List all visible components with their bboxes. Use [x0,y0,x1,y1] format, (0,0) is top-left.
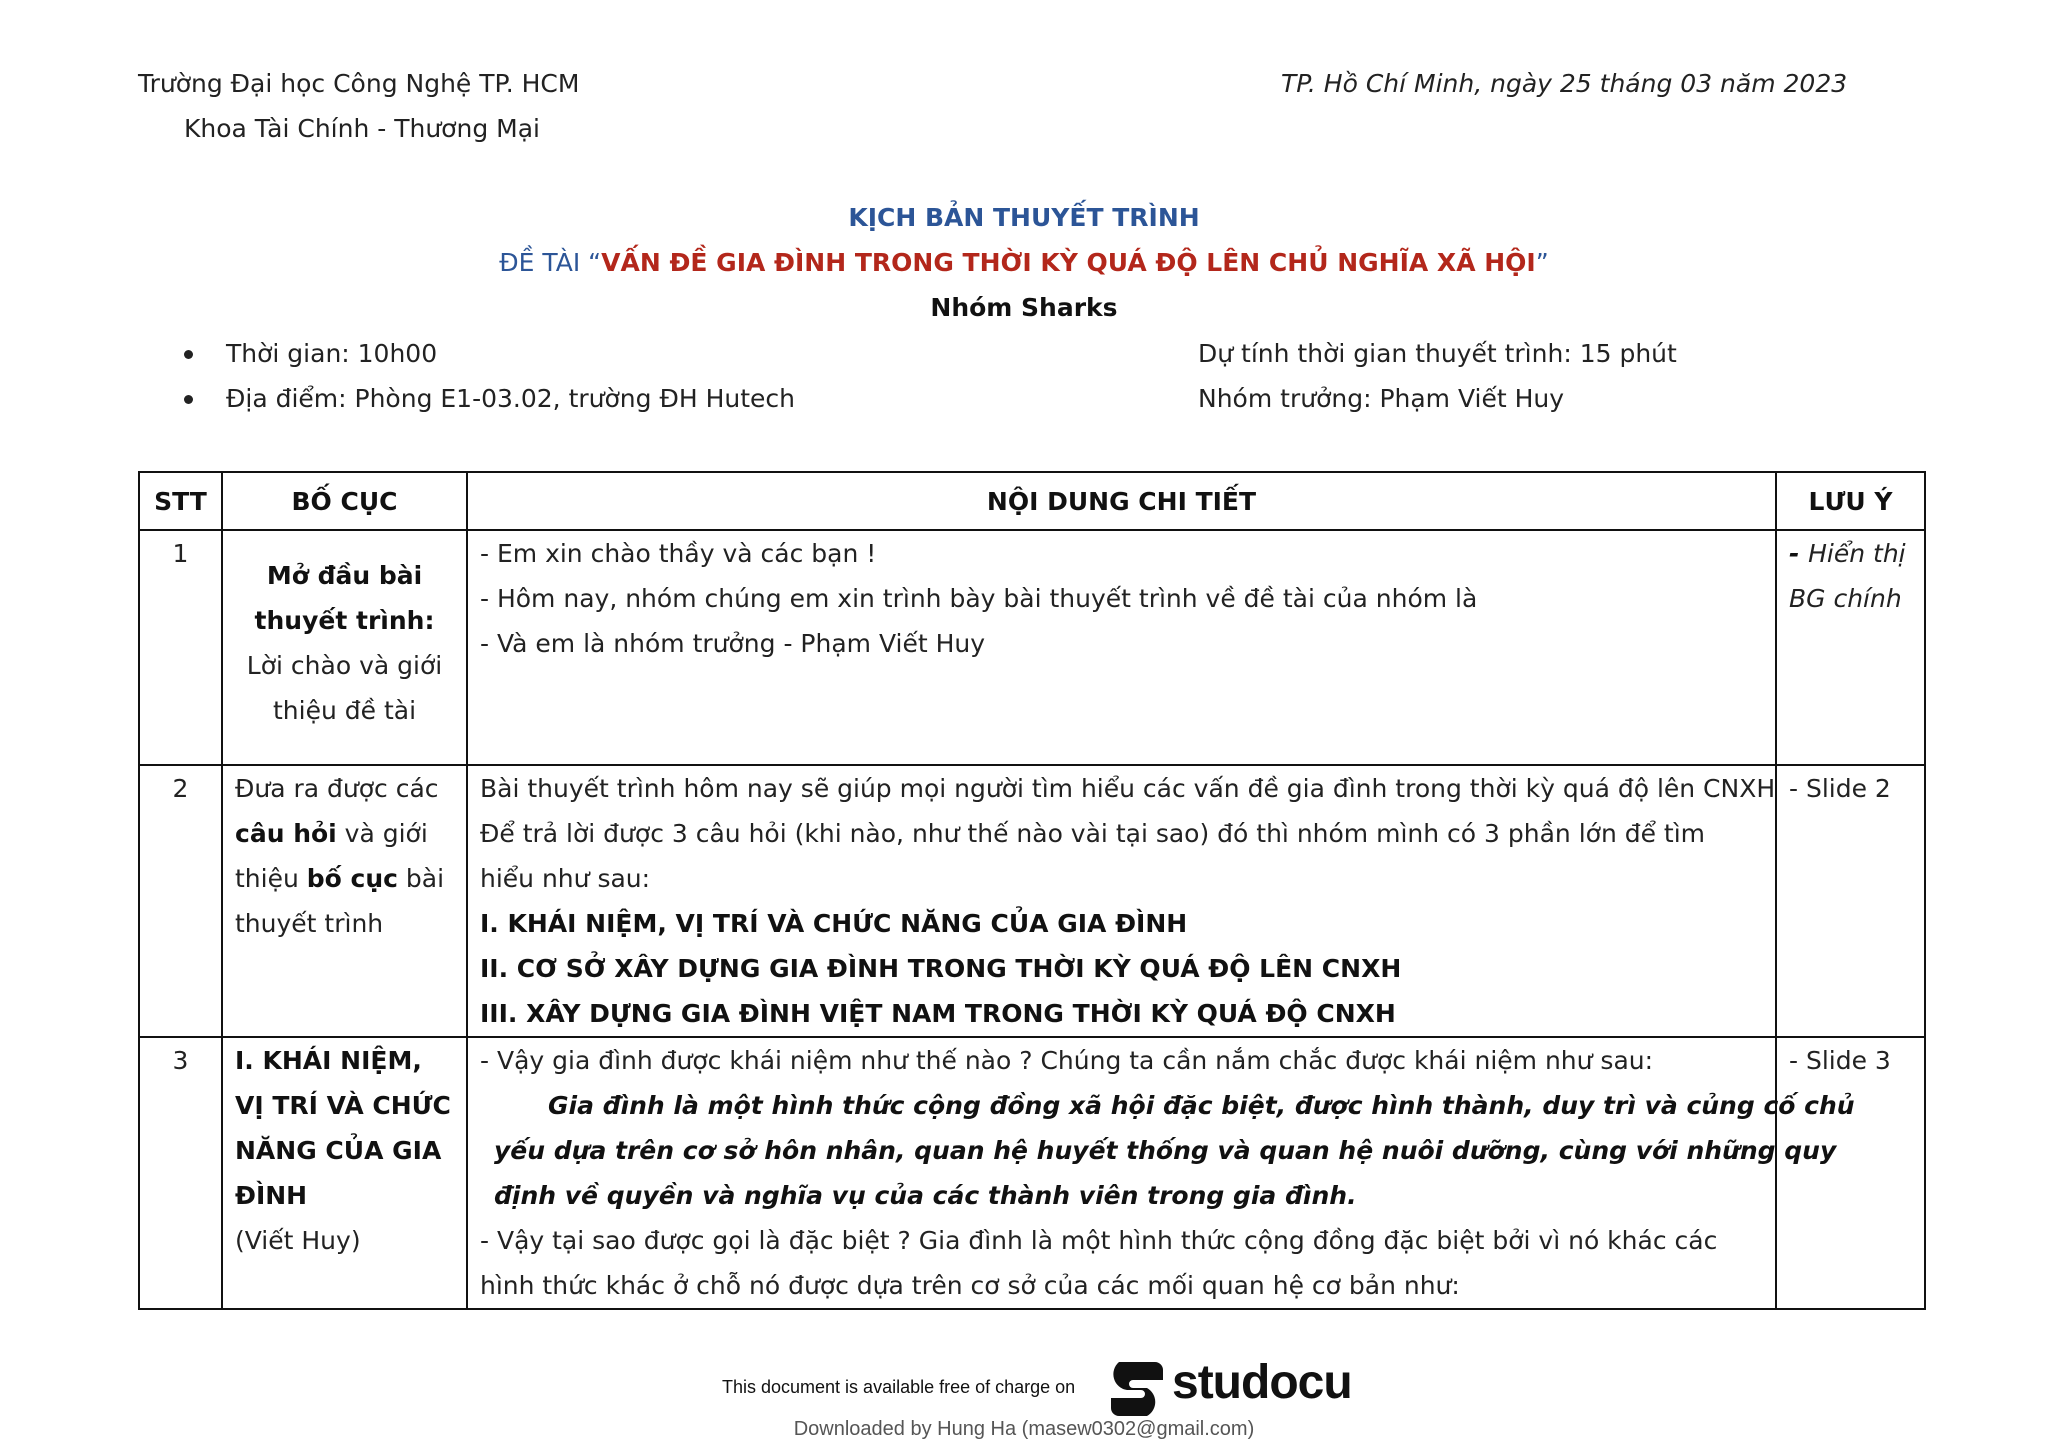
header-stt: STT [139,472,222,530]
row-layout [222,765,467,1037]
layout-heading: I. KHÁI NIỆM, VỊ TRÍ VÀ CHỨC NĂNG CỦA GIA ĐÌNH [235,1046,451,1210]
group-name: Nhóm Sharks [930,293,1118,322]
layout-text: bài thuyết trình [235,864,445,938]
content-line: - Hôm nay, nhóm chúng em xin trình bày bài thuyết trình về đề tài của nhóm là [480,584,1478,613]
header-content: NỘI DUNG CHI TIẾT [467,472,1776,530]
topic-suffix: ” [1535,248,1549,277]
info-place: Địa điểm: Phòng E1-03.02, trường ĐH Hutech [226,384,795,413]
row-note: - Slide 2 [1776,765,1925,1037]
row-layout [222,1037,467,1309]
section-heading: II. CƠ SỞ XÂY DỰNG GIA ĐÌNH TRONG THỜI KỲ QUÁ ĐỘ LÊN CNXH [480,954,1402,983]
content-line: - Vậy gia đình được khái niệm như thế nào ? Chúng ta cần nắm chắc được khái niệm như sau: [480,1046,1654,1075]
content-line: - Và em là nhóm trưởng - Phạm Viết Huy [480,629,986,658]
row-layout [222,530,467,765]
table-row [139,765,1925,1037]
content-line: Bài thuyết trình hôm nay sẽ giúp mọi người tìm hiểu các vấn đề gia đình trong thời kỳ quá độ lên CNXH [480,774,1776,803]
topic-prefix: ĐỀ TÀI “ [499,248,602,277]
header-note: LƯU Ý [1776,472,1925,530]
info-duration: Dự tính thời gian thuyết trình: 15 phút [1198,339,1677,368]
document-date: TP. Hồ Chí Minh, ngày 25 tháng 03 năm 2023 [1281,69,1848,98]
bullet-icon [184,350,193,359]
studocu-brand[interactable]: studocu [1172,1356,1352,1409]
row-content [467,530,1776,765]
content-line: - Vậy tại sao được gọi là đặc biệt ? Gia đình là một hình thức cộng đồng đặc biệt bởi vì nó khác các hình thức khác ở chỗ nó được dựa trên cơ sở của các mối quan hệ cơ bản như: [480,1226,1718,1300]
definition-line: định về quyền và nghĩa vụ của các thành viên trong gia đình. [494,1181,1357,1210]
section-heading: I. KHÁI NIỆM, VỊ TRÍ VÀ CHỨC NĂNG CỦA GIA ĐÌNH [480,909,1188,938]
row-stt: 2 [139,765,222,1037]
bullet-icon [184,395,193,404]
topic-text: VẤN ĐỀ GIA ĐÌNH TRONG THỜI KỲ QUÁ ĐỘ LÊN CHỦ NGHĨA XÃ HỘI [601,248,1536,277]
content-line: - Em xin chào thầy và các bạn ! [480,539,877,568]
layout-description: Lời chào và giới thiệu đề tài [246,651,443,725]
university-name: Trường Đại học Công Nghệ TP. HCM [138,69,580,98]
info-leader: Nhóm trưởng: Phạm Viết Huy [1198,384,1565,413]
layout-keyword: bố cục [306,864,398,893]
layout-heading: Mở đầu bài thuyết trình: [254,561,435,635]
definition-line: yếu dựa trên cơ sở hôn nhân, quan hệ huyết thống và quan hệ nuôi dưỡng, cùng với những quy [494,1136,1837,1165]
info-time: Thời gian: 10h00 [226,339,438,368]
download-info: Downloaded by Hung Ha (masew0302@gmail.com) [793,1418,1255,1440]
definition-line: Gia đình là một hình thức cộng đồng xã hội đặc biệt, được hình thành, duy trì và củng cố chủ [548,1091,1855,1120]
table-row [139,530,1925,765]
header-layout: BỐ CỤC [222,472,467,530]
document-title: KỊCH BẢN THUYẾT TRÌNH [848,203,1200,232]
row-stt: 3 [139,1037,222,1309]
table-header-row [139,472,1925,530]
layout-text: và giới thiệu [235,819,428,893]
content-line: Để trả lời được 3 câu hỏi (khi nào, như thế nào vài tại sao) đó thì nhóm mình có 3 phần lớn để tìm hiểu như sau: [480,819,1706,893]
studocu-logo-icon[interactable] [1109,1358,1165,1418]
row-stt: 1 [139,530,222,765]
note-text: Hiển thị BG chính [1789,539,1906,613]
topic-title [0,248,2048,277]
layout-text: Đưa ra được các [235,774,439,803]
row-content [467,765,1776,1037]
footer-available-text: This document is available free of charge on [722,1377,1076,1397]
layout-keyword: câu hỏi [235,819,337,848]
note-dash: - [1789,539,1809,568]
section-heading: III. XÂY DỰNG GIA ĐÌNH VIỆT NAM TRONG THỜI KỲ QUÁ ĐỘ CNXH [480,999,1396,1028]
layout-description: (Viết Huy) [235,1226,361,1255]
faculty-name: Khoa Tài Chính - Thương Mại [184,114,540,143]
script-table [138,471,1926,1310]
table-row [139,1037,1925,1309]
row-note: - Slide 3 [1776,1037,1925,1309]
row-note [1776,530,1925,765]
